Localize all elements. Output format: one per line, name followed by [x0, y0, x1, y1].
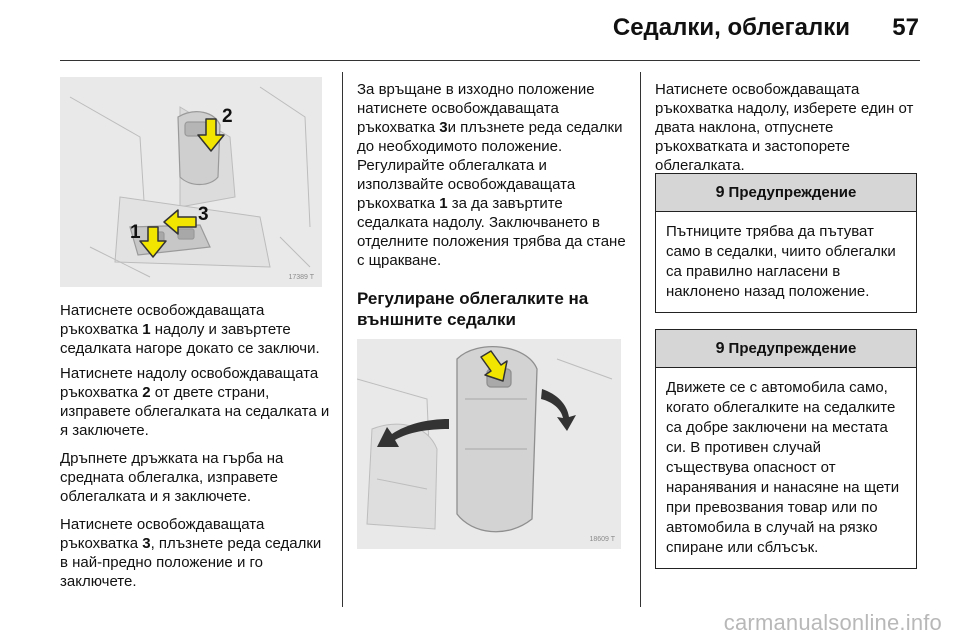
- column-2: [357, 80, 627, 345]
- seat-fold-illustration: [60, 77, 322, 287]
- figure-id: 18609 T: [589, 536, 615, 543]
- callout-2: 2: [222, 106, 233, 127]
- warning-header: [656, 174, 916, 212]
- figure-outer-backrest: [357, 339, 621, 549]
- column-1: [60, 301, 330, 600]
- column-divider-2: [640, 72, 641, 607]
- warning-box-2: [655, 329, 917, 569]
- warning-text: Движете се с автомобила само, когато облегалките на седалките са добре заключени на местата си. В противен случай съществува опасност от наранявания и нанасяне на щети при превозвания товар или по автомобила в случай на рязко спиране или сблъсък.: [666, 379, 900, 556]
- outer-backrest-illustration: [357, 339, 621, 549]
- watermark: carmanualsonline.info: [723, 610, 942, 635]
- callout-1: 1: [130, 222, 141, 243]
- paragraph-3: Дръпнете дръжката на гърба на средната облегалка, изправете облегалката и я заключете.: [60, 450, 284, 505]
- paragraph-2: Натиснете надолу освобождаващата ръкохватка 2 от двете страни, изправете облегалката на седалката и я заключете.: [60, 365, 330, 439]
- warning-header: [656, 330, 916, 368]
- paragraph-4: Натиснете освобождаващата ръкохватка 3, плъзнете реда седалки в най-предно положение и го заключете.: [60, 516, 322, 590]
- figure-seat-fold: [60, 77, 322, 287]
- paragraph-return: За връщане в изходно положение натиснете освобождаващата ръкохватка 3и плъзнете реда седалки до необходимото положение. Регулирайте облегалката и използвайте освобождаващата ръкохватка 1 за да завъртите седалката надолу. Заключването в отделните положения трябва да стане с щракване.: [357, 81, 626, 269]
- page-title: Седалки, облегалки: [612, 14, 850, 41]
- warning-text: Пътниците трябва да пътуват само в седалки, чиито облегалки са правилно нагласени в наклонено назад положение.: [666, 223, 896, 300]
- warning-title: Предупреждение: [728, 184, 857, 201]
- warning-box-1: [655, 173, 917, 313]
- callout-3: 3: [198, 204, 209, 225]
- paragraph-1: Натиснете освобождаващата ръкохватка 1 надолу и завъртете седалката нагоре докато се заключи.: [60, 302, 320, 357]
- warning-icon: 9: [715, 339, 725, 357]
- warning-title: Предупреждение: [728, 340, 857, 357]
- warning-icon: 9: [715, 183, 725, 201]
- figure-id: 17389 T: [288, 274, 314, 281]
- column-divider-1: [342, 72, 343, 607]
- paragraph-backrest: Натиснете освобождаващата ръкохватка надолу, изберете един от двата наклона, отпуснете ръкохватката и застопорете облегалката.: [655, 81, 914, 174]
- header-divider: [60, 60, 920, 61]
- section-heading: Регулиране облегалките на външните седалки: [357, 289, 589, 329]
- page-number: 57: [892, 14, 919, 41]
- column-3: [655, 80, 920, 184]
